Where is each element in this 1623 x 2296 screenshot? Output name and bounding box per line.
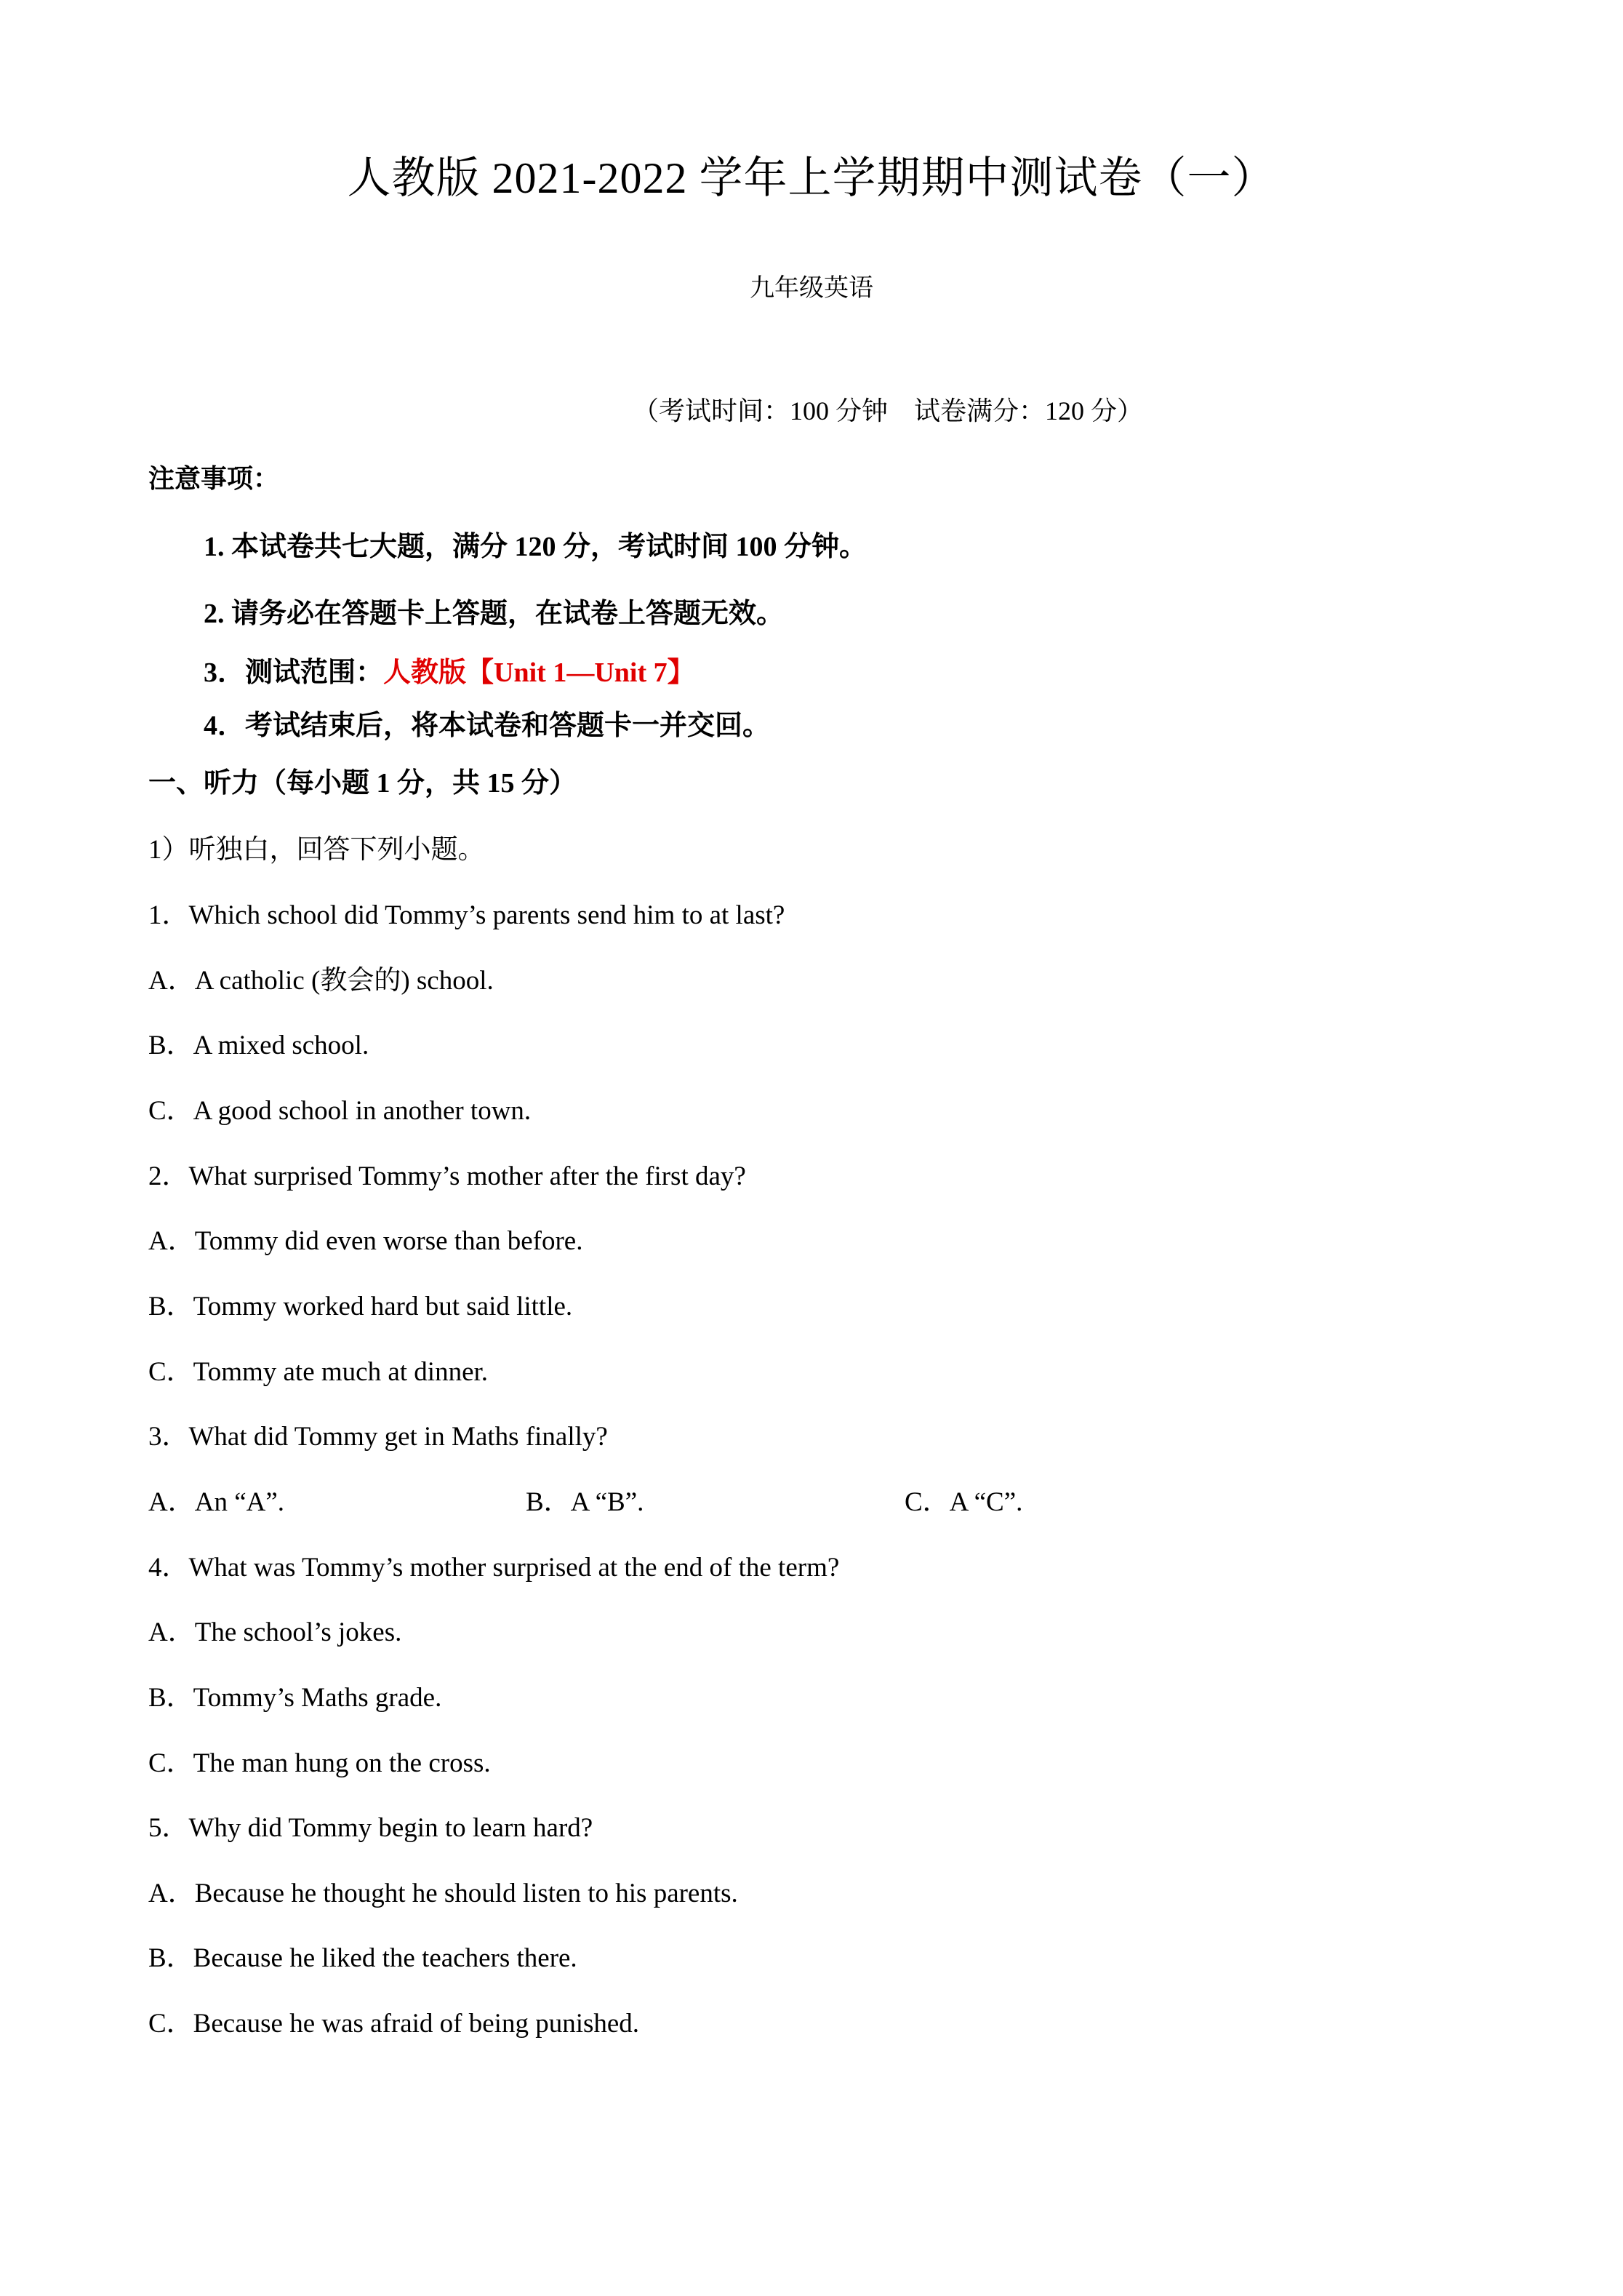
section-heading: 一、听力（每小题 1 分，共 15 分） — [148, 768, 577, 799]
answer-option: B．A mixed school. — [148, 1031, 369, 1060]
test-scope-highlight: 人教版【Unit 1—Unit 7】 — [383, 657, 695, 688]
notice-item-number: 3． — [204, 657, 246, 688]
section-instruction: 1）听独白，回答下列小题。 — [148, 835, 485, 865]
answer-option: C．A “C”. — [905, 1487, 1023, 1517]
notice-item-number: 1. — [204, 532, 225, 562]
answer-option: A．Because he thought he should listen to his parents. — [148, 1879, 738, 1908]
answer-option: B．A “B”. — [526, 1487, 644, 1517]
notice-item-text: 考试结束后，将本试卷和答题卡一并交回。 — [245, 711, 771, 741]
question-text: 2．What surprised Tommy’s mother after the first day? — [148, 1161, 746, 1191]
answer-option: C．A good school in another town. — [148, 1096, 532, 1126]
notice-heading: 注意事项： — [148, 464, 280, 493]
question-text: 1．Which school did Tommy’s parents send him to at last? — [148, 900, 785, 930]
notice-item — [204, 524, 867, 564]
question-text: 3．What did Tommy get in Maths finally? — [148, 1422, 608, 1452]
answer-option: C．The man hung on the cross. — [148, 1748, 491, 1778]
exam-info: （考试时间：100 分钟 试卷满分：120 分） — [632, 396, 1143, 425]
answer-option: B．Because he liked the teachers there. — [148, 1943, 577, 1973]
notice-item-text: 测试范围： — [245, 657, 384, 688]
answer-option: C．Tommy ate much at dinner. — [148, 1357, 489, 1387]
answer-option: A．A catholic (教会的) school. — [148, 966, 494, 996]
question-text: 5．Why did Tommy begin to learn hard? — [148, 1813, 593, 1843]
page-subtitle: 九年级英语 — [750, 273, 873, 303]
question-text: 4．What was Tommy’s mother surprised at the end of the term? — [148, 1553, 840, 1583]
answer-option: A．An “A”. — [148, 1487, 285, 1517]
notice-item — [204, 649, 695, 689]
answer-option: C．Because he was afraid of being punished. — [148, 2009, 640, 2039]
answer-option: A．The school’s jokes. — [148, 1617, 402, 1647]
answer-option: B．Tommy’s Maths grade. — [148, 1683, 442, 1713]
notice-item-text: 请务必在答题卡上答题，在试卷上答题无效。 — [231, 599, 785, 629]
notice-item — [204, 703, 770, 743]
answer-option: A．Tommy did even worse than before. — [148, 1226, 583, 1256]
notice-item-text: 本试卷共七大题，满分 120 分，考试时间 100 分钟。 — [231, 532, 867, 562]
page-title: 人教版 2021-2022 学年上学期期中测试卷（一） — [347, 154, 1276, 202]
notice-item — [204, 591, 784, 631]
answer-option: B．Tommy worked hard but said little. — [148, 1292, 573, 1321]
notice-item-number: 2. — [204, 599, 225, 629]
notice-item-number: 4． — [204, 711, 246, 741]
